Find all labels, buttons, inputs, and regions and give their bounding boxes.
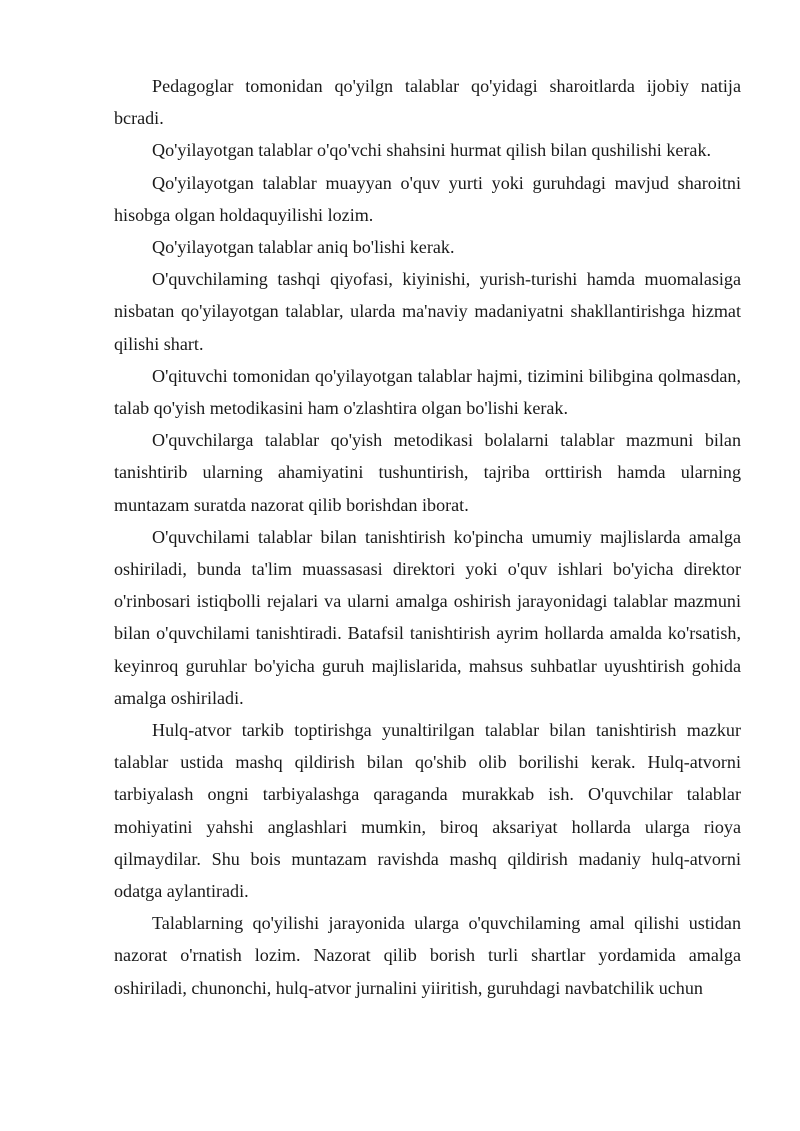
document-body: [114, 70, 741, 1004]
paragraph-1: Pedagoglar tomonidan qo'yilgn talablar qo'yidagi sharoitlarda ijobiy natija bcradi.: [114, 76, 741, 129]
paragraph-8: O'quvchilami talablar bilan tanishtirish ko'pincha umumiy majlislarda amalga oshiriladi, bunda ta'lim muassasasi direktori yoki o'quv ishlari bo'yicha direktor o'rinbosari istiqbolli rejalari va ularni amalga oshirish jarayonidagi talablar mazmuni bilan o'quvchilami tanishtiradi. Batafsil tanishtirish ayrim hollarda amalda ko'rsatish, keyinroq guruhlar bo'yicha guruh majlislarida, mahsus suhbatlar uyushtirish gohida amalga oshiriladi.: [114, 526, 741, 708]
paragraph-10: Talablarning qo'yilishi jarayonida ularga o'quvchilaming amal qilishi ustidan nazorat o'rnatish lozim. Nazorat qilib borish turli shartlar yordamida amalga oshiriladi, chunonchi, hulq-atvor jurnalini yiiritish, guruhdagi navbatchilik uchun: [114, 913, 741, 998]
paragraph-6: O'qituvchi tomonidan qo'yilayotgan talablar hajmi, tizimini bilibgina qolmasdan, talab qo'yish metodikasini ham o'zlashtira olgan bo'lishi kerak.: [114, 365, 741, 419]
paragraph-9: Hulq-atvor tarkib toptirishga yunaltirilgan talablar bilan tanishtirish mazkur talablar ustida mashq qildirish bilan qo'shib olib borilishi kerak. Hulq-atvorni tarbiyalash ongni tarbiyalashga qaraganda murakkab ish. O'quvchilar talablar mohiyatini yahshi anglashlari mumkin, biroq aksariyat hollarda ularga rioya qilmaydilar. Shu bois muntazam ravishda mashq qildirish madaniy hulq-atvorni odatga aylantiradi.: [114, 720, 741, 902]
paragraph-4: Qo'yilayotgan talablar aniq bo'lishi kerak.: [152, 237, 455, 258]
paragraph-2: Qo'yilayotgan talablar o'qo'vchi shahsini hurmat qilish bilan qushilishi kerak.: [152, 140, 712, 161]
paragraph-3: Qo'yilayotgan talablar muayyan o'quv yurti yoki guruhdagi mavjud sharoitni hisobga olgan holdaquyilishi lozim.: [114, 172, 741, 225]
paragraph-5: O'quvchilaming tashqi qiyofasi, kiyinishi, yurish-turishi hamda muomalasiga nisbatan qo'yilayotgan talablar, ularda ma'naviy madaniyatni shakllantirishga hizmat qilishi shart.: [114, 269, 741, 354]
paragraph-7: O'quvchilarga talablar qo'yish metodikasi bolalarni talablar mazmuni bilan tanishtirib ularning ahamiyatini tushuntirish, tajriba orttirish hamda ularning muntazam suratda nazorat qilib borishdan iborat.: [114, 430, 741, 515]
